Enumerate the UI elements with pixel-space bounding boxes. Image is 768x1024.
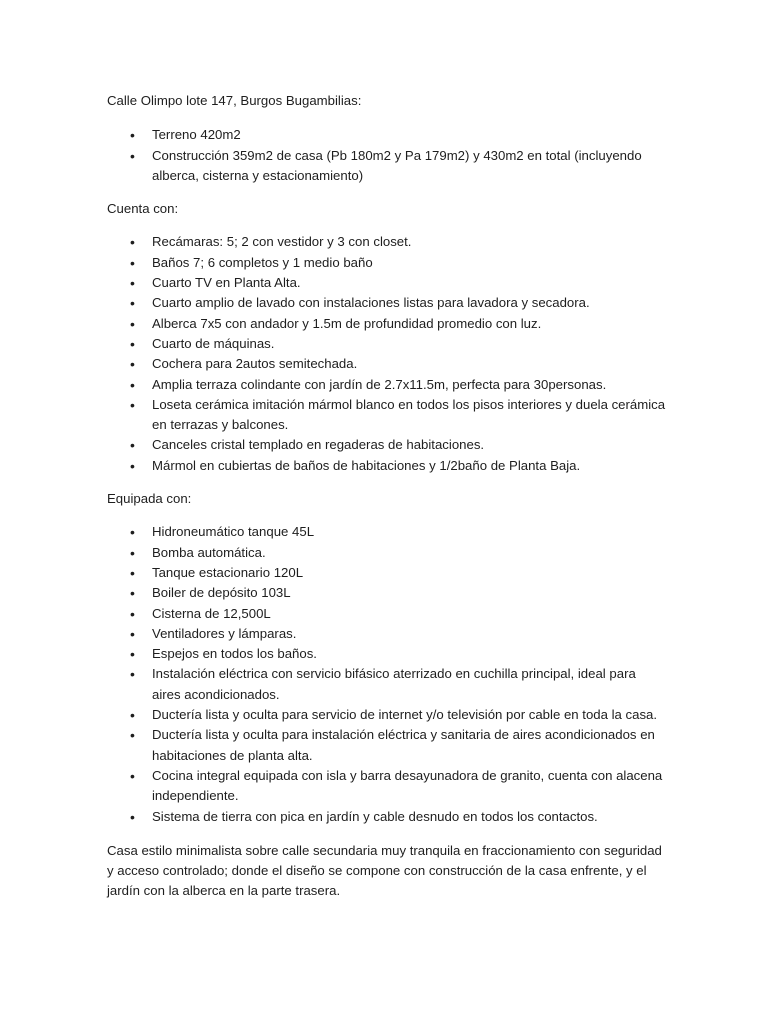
list-item: • Recámaras: 5; 2 con vestidor y 3 con closet. [107,232,667,252]
list-item: • Cuarto TV en Planta Alta. [107,273,667,293]
list-item: • Cuarto de máquinas. [107,334,667,354]
features-heading: Cuenta con: [107,201,179,217]
list-item: • Alberca 7x5 con andador y 1.5m de profundidad promedio con luz. [107,314,667,334]
list-item: • Bomba automática. [107,543,667,563]
list-item: • Ductería lista y oculta para servicio de internet y/o televisión por cable en toda la casa. [107,705,667,725]
list-item: • Ductería lista y oculta para instalación eléctrica y sanitaria de aires acondicionados en habitaciones de planta alta. [107,725,667,766]
list-item: • Cocina integral equipada con isla y barra desayunadora de granito, cuenta con alacena independiente. [107,766,667,807]
list-item: • Terreno 420m2 [107,125,667,145]
list-item: • Espejos en todos los baños. [107,644,667,664]
equipment-heading: Equipada con: [107,491,192,507]
description-paragraph: Casa estilo minimalista sobre calle secundaria muy tranquila en fraccionamiento con seguridad y acceso controlado; donde el diseño se compone con construcción de la casa enfrente, y el jardín con la alberca en la parte trasera. [107,842,662,899]
list-item: • Cochera para 2autos semitechada. [107,354,667,374]
list-item: • Cisterna de 12,500L [107,604,667,624]
features-list [107,232,667,476]
list-item: • Baños 7; 6 completos y 1 medio baño [107,253,667,273]
list-item: • Tanque estacionario 120L [107,563,667,583]
list-item: • Canceles cristal templado en regaderas de habitaciones. [107,435,667,455]
list-item: • Boiler de depósito 103L [107,583,667,603]
list-item: • Mármol en cubiertas de baños de habitaciones y 1/2baño de Planta Baja. [107,456,667,476]
list-item: • Cuarto amplio de lavado con instalaciones listas para lavadora y secadora. [107,293,667,313]
list-item: • Ventiladores y lámparas. [107,624,667,644]
list-item: • Hidroneumático tanque 45L [107,522,667,542]
list-item: • Loseta cerámica imitación mármol blanco en todos los pisos interiores y duela cerámica en terrazas y balcones. [107,395,667,436]
list-item: • Sistema de tierra con pica en jardín y cable desnudo en todos los contactos. [107,807,667,827]
list-item: • Amplia terraza colindante con jardín de 2.7x11.5m, perfecta para 30personas. [107,375,667,395]
list-item: • Instalación eléctrica con servicio bifásico aterrizado en cuchilla principal, ideal para aires acondicionados. [107,664,667,705]
list-item: • Construcción 359m2 de casa (Pb 180m2 y Pa 179m2) y 430m2 en total (incluyendo alberca, cisterna y estacionamiento) [107,146,667,187]
property-list [107,125,667,186]
address-heading: Calle Olimpo lote 147, Burgos Bugambilias: [107,93,362,108]
equipment-list [107,522,667,826]
document-page [107,91,667,902]
